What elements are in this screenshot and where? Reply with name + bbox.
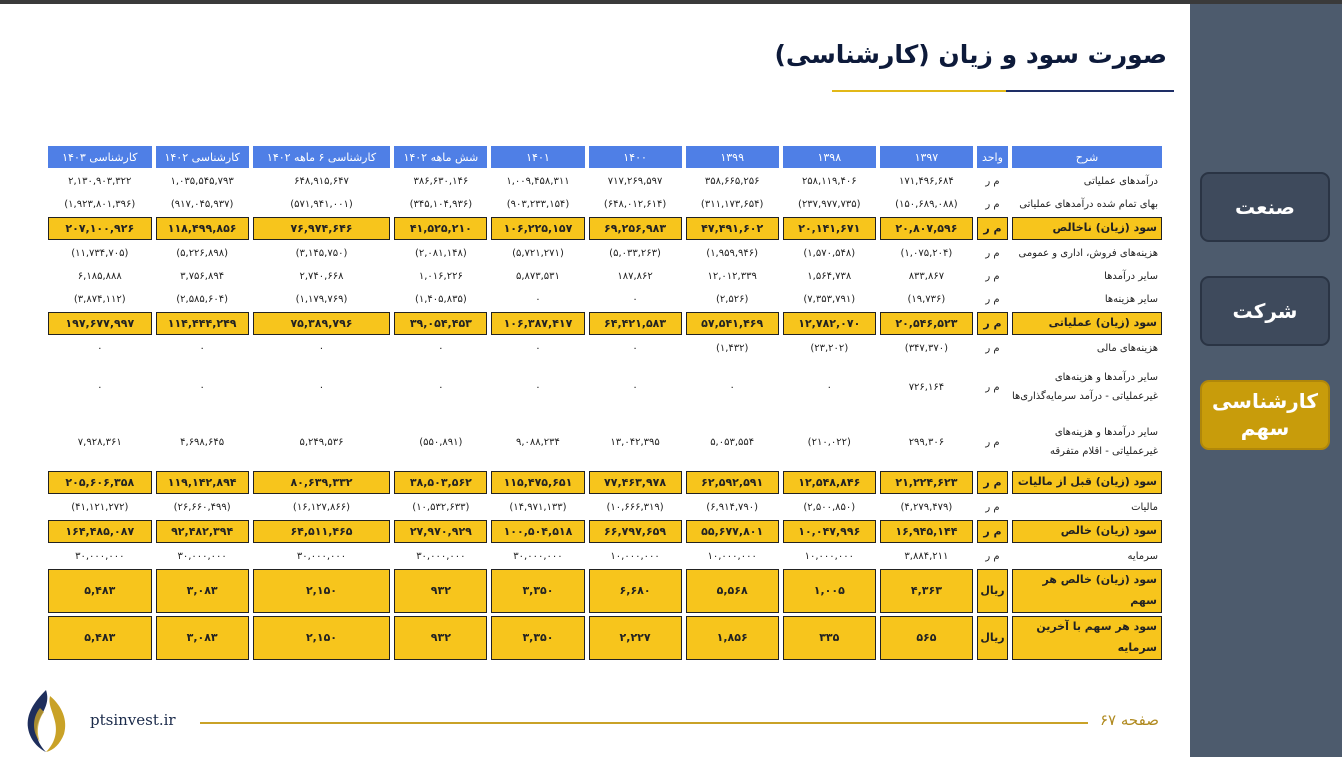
value-cell: (۶,۹۱۴,۷۹۰) [706,501,759,513]
value-cell: (۱۵۰,۶۸۹,۰۸۸) [895,198,958,210]
value-cell: ۱۲,۰۱۲,۳۳۹ [707,270,757,282]
value-cell: ۰ [438,342,444,354]
row-unit: م ر [985,501,1000,513]
value-cell: ۲۷,۹۷۰,۹۲۹ [394,520,487,543]
row-unit: م ر [977,520,1008,543]
value-cell: ۱۰۶,۲۲۵,۱۵۷ [491,217,584,240]
value-cell: ۱,۰۰۹,۴۵۸,۳۱۱ [506,175,570,187]
header-cell: کارشناسی ۶ ماهه ۱۴۰۲ [253,146,391,168]
value-cell: ۳,۳۵۰ [491,616,584,660]
value-cell: (۱,۹۲۳,۸۰۱,۳۹۶) [64,198,136,210]
value-cell: (۱,۱۷۹,۷۶۹) [295,293,348,305]
value-cell: ۵,۰۵۳,۵۵۴ [710,436,755,448]
value-cell: ۲۰,۵۴۶,۵۲۳ [880,312,973,335]
value-cell: ۰ [535,381,541,393]
value-cell: ۰ [535,342,541,354]
row-unit: م ر [977,217,1008,240]
value-cell: ۷۶,۹۷۴,۶۴۶ [253,217,391,240]
value-cell: (۳۱۱,۱۷۳,۶۵۴) [700,198,764,210]
value-cell: (۲,۰۸۱,۱۴۸) [414,247,467,259]
value-cell: ۱۲,۵۴۸,۸۴۶ [783,471,876,494]
value-cell: ۰ [535,293,541,305]
header-cell: ۱۴۰۱ [491,146,584,168]
value-cell: ۲,۱۳۰,۹۰۳,۳۲۲ [68,175,132,187]
value-cell: ۵,۲۴۹,۵۳۶ [299,436,344,448]
value-cell: ۰ [729,381,735,393]
nav-stock-valuation-button[interactable]: کارشناسی سهم [1200,380,1330,450]
value-cell: ۰ [826,381,832,393]
value-cell: ۱۱۹,۱۴۲,۸۹۴ [156,471,249,494]
value-cell: ۳۰,۰۰۰,۰۰۰ [513,550,563,562]
value-cell: ۲۰۷,۱۰۰,۹۲۶ [48,217,152,240]
value-cell: (۳۴۵,۱۰۴,۹۳۶) [409,198,473,210]
value-cell: (۱,۵۷۰,۵۴۸) [803,247,856,259]
nav-industry-button[interactable]: صنعت [1200,172,1330,242]
page-number: صفحه ۶۷ [1100,711,1159,729]
value-cell: ۲۵۸,۱۱۹,۴۰۶ [801,175,857,187]
value-cell: ۲۰,۱۴۱,۶۷۱ [783,217,876,240]
value-cell: ۱۶۴,۴۸۵,۰۸۷ [48,520,152,543]
value-cell: (۵,۰۳۳,۲۶۳) [609,247,661,259]
value-cell: ۹۳۲ [394,616,487,660]
value-cell: (۵,۲۲۶,۸۹۸) [176,247,229,259]
value-cell: ۳۰,۰۰۰,۰۰۰ [177,550,227,562]
table-row [48,312,1162,335]
value-cell: ۳۵۸,۶۶۵,۲۵۶ [704,175,760,187]
value-cell: ۷۲۶,۱۶۴ [908,381,945,393]
value-cell: ۵۷,۵۴۱,۴۶۹ [686,312,779,335]
value-cell: (۱۱,۷۳۴,۷۰۵) [71,247,129,259]
value-cell: ۳۸۶,۶۳۰,۱۴۶ [413,175,469,187]
value-cell: (۵,۷۲۱,۲۷۱) [512,247,564,259]
value-cell: ۵۵,۶۷۷,۸۰۱ [686,520,779,543]
value-cell: ۷۱۷,۲۶۹,۵۹۷ [607,175,663,187]
value-cell: (۲۱۰,۰۲۲) [807,436,851,448]
row-label: سود (زیان) عملیاتی [1012,312,1162,335]
value-cell: ۲۹۹,۳۰۶ [908,436,945,448]
value-cell: ۲,۷۴۰,۶۶۸ [299,270,344,282]
table-row [48,194,1162,214]
value-cell: (۹۰۳,۲۳۳,۱۵۴) [506,198,570,210]
page-title: صورت سود و زیان (کارشناسی) [774,40,1167,69]
table-row [48,497,1162,517]
value-cell: ۶۴۸,۹۱۵,۶۴۷ [294,175,349,187]
value-cell: ۰ [318,342,325,354]
row-label: بهای تمام شده درآمدهای عملیاتی [1019,198,1158,210]
value-cell: ۱۰,۰۰۰,۰۰۰ [707,550,757,562]
table-row [48,471,1162,494]
value-cell: ۸۳۳,۸۶۷ [908,270,945,282]
value-cell: (۷,۳۵۳,۷۹۱) [803,293,856,305]
header-cell: ۱۳۹۷ [880,146,973,168]
value-cell: ۰ [318,381,325,393]
value-cell: ۶۴,۴۲۱,۵۸۳ [589,312,682,335]
value-cell: ۱۱۵,۴۷۵,۶۵۱ [491,471,584,494]
value-cell: ۳,۷۵۶,۸۹۴ [180,270,225,282]
value-cell: ۶,۱۸۵,۸۸۸ [77,270,122,282]
row-label: سود (زیان) ناخالص [1012,217,1162,240]
value-cell: ۲,۱۵۰ [253,616,391,660]
table-row [48,520,1162,543]
value-cell: ۴,۶۹۸,۶۴۵ [180,436,225,448]
value-cell: ۳۰,۰۰۰,۰۰۰ [296,550,347,562]
value-cell: (۱۹,۷۳۶) [907,293,946,305]
value-cell: ۰ [97,381,103,393]
header-cell: ۱۳۹۹ [686,146,779,168]
top-border [0,0,1342,4]
row-label: سود (زیان) قبل از مالیات [1012,471,1162,494]
table-row [48,217,1162,240]
value-cell: (۱,۰۷۵,۲۰۴) [900,247,953,259]
value-cell: ۱,۰۰۵ [783,569,876,613]
value-cell: ۱۳,۰۴۲,۳۹۵ [610,436,660,448]
value-cell: (۳,۱۴۵,۷۵۰) [295,247,348,259]
value-cell: ۶۶,۷۹۷,۶۵۹ [589,520,682,543]
table-row [48,338,1162,358]
value-cell: ۲,۱۵۰ [253,569,391,613]
value-cell: ۰ [97,342,103,354]
value-cell: ۳,۳۵۰ [491,569,584,613]
table-row [48,243,1162,263]
value-cell: ۳,۰۸۳ [156,616,249,660]
value-cell: ۵۶۵ [880,616,973,660]
table-row [48,266,1162,286]
value-cell: ۱۰,۰۰۰,۰۰۰ [804,550,854,562]
value-cell: ۳۹,۰۵۴,۴۵۳ [394,312,487,335]
table-row [48,616,1162,660]
row-unit: م ر [985,342,1000,354]
value-cell: ۱,۸۵۶ [686,616,779,660]
value-cell: (۲۳,۲۰۲) [810,342,849,354]
header-cell: ۱۴۰۰ [589,146,682,168]
row-label: سود (زیان) خالص [1012,520,1162,543]
profit-loss-table [44,143,1166,663]
value-cell: (۴,۲۷۹,۴۷۹) [900,501,953,513]
value-cell: ۶۲,۵۹۲,۵۹۱ [686,471,779,494]
row-label: سایر درآمدها و هزینه‌های غیرعملیاتی - اقلام متفرقه [1050,427,1158,457]
table-row [48,171,1162,191]
row-label: هزینه‌های فروش، اداری و عمومی [1018,247,1158,259]
value-cell: (۵۵۰,۸۹۱) [419,436,463,448]
value-cell: ۹۳۲ [394,569,487,613]
value-cell: ۱۰۶,۳۸۷,۴۱۷ [491,312,584,335]
value-cell: ۲۱,۲۲۴,۶۲۳ [880,471,973,494]
value-cell: ۷,۹۲۸,۳۶۱ [77,436,122,448]
value-cell: ۰ [438,381,444,393]
header-cell: کارشناسی ۱۴۰۲ [156,146,249,168]
table-row [48,289,1162,309]
value-cell: (۲,۵۸۵,۶۰۴) [176,293,229,305]
table-row [48,546,1162,566]
title-underline-navy [1006,90,1174,92]
website-link[interactable]: ptsinvest.ir [90,711,176,729]
value-cell: (۱,۴۰۵,۸۳۵) [414,293,467,305]
table-row [48,569,1162,613]
header-cell: ۱۳۹۸ [783,146,876,168]
value-cell: ۱۷۱,۴۹۶,۶۸۴ [899,175,954,187]
value-cell: (۲,۵۲۶) [715,293,749,305]
value-cell: ۱۱۴,۴۴۴,۲۴۹ [156,312,249,335]
row-label: هزینه‌های مالی [1096,342,1158,354]
value-cell: ۵,۵۶۸ [686,569,779,613]
value-cell: ۳,۸۸۴,۲۱۱ [904,550,949,562]
header-cell: شرح [1012,146,1162,168]
row-unit: م ر [985,381,1000,393]
value-cell: ۳۰,۰۰۰,۰۰۰ [416,550,466,562]
value-cell: (۱,۴۳۲) [715,342,749,354]
value-cell: (۴۱,۱۲۱,۲۷۲) [71,501,129,513]
value-cell: ۸۰,۶۳۹,۳۳۲ [253,471,391,494]
value-cell: ۴۷,۴۹۱,۶۰۲ [686,217,779,240]
value-cell: (۱۰,۶۶۶,۳۱۹) [606,501,664,513]
row-unit: م ر [985,436,1000,448]
value-cell: (۱۶,۱۲۷,۸۶۶) [292,501,351,513]
value-cell: ۱۰,۰۰۰,۰۰۰ [610,550,660,562]
value-cell: (۳۴۷,۳۷۰) [904,342,948,354]
value-cell: ۰ [199,381,205,393]
value-cell: ۱۹۷,۶۷۷,۹۹۷ [48,312,152,335]
value-cell: (۵۷۱,۹۴۱,۰۰۱) [290,198,353,210]
value-cell: (۲,۵۰۰,۸۵۰) [803,501,856,513]
value-cell: ۰ [632,293,638,305]
table-row [48,361,1162,413]
row-label: سرمایه [1127,550,1158,562]
row-unit: م ر [985,293,1000,305]
value-cell: ۵,۴۸۳ [48,569,152,613]
value-cell: ۱,۰۱۶,۲۲۶ [418,270,463,282]
row-unit: م ر [985,550,1000,562]
value-cell: ۰ [632,342,638,354]
value-cell: ۰ [199,342,205,354]
row-label: درآمدهای عملیاتی [1083,175,1158,187]
value-cell: (۲۳۷,۹۷۷,۷۳۵) [798,198,861,210]
value-cell: ۳,۰۸۳ [156,569,249,613]
value-cell: ۱۶,۹۴۵,۱۴۴ [880,520,973,543]
value-cell: ۱۰۰,۵۰۴,۵۱۸ [491,520,584,543]
value-cell: (۱,۹۵۹,۹۴۶) [706,247,759,259]
value-cell: ۶۴,۵۱۱,۴۶۵ [253,520,391,543]
value-cell: (۶۴۸,۰۱۲,۶۱۴) [603,198,667,210]
value-cell: ۹۲,۴۸۲,۳۹۴ [156,520,249,543]
value-cell: (۱۰,۵۳۲,۶۳۳) [412,501,470,513]
value-cell: ۵,۴۸۳ [48,616,152,660]
value-cell: ۱,۰۳۵,۵۴۵,۷۹۳ [170,175,234,187]
value-cell: ۴,۳۶۳ [880,569,973,613]
company-logo [16,688,76,754]
value-cell: ۵,۸۷۳,۵۳۱ [515,270,560,282]
title-underline-gold [832,90,1006,92]
footer-divider [200,722,1088,724]
row-label: سود (زیان) خالص هر سهم [1012,569,1162,613]
value-cell: ۷۵,۳۸۹,۷۹۶ [253,312,391,335]
value-cell: (۲۶,۶۶۰,۴۹۹) [173,501,231,513]
value-cell: (۳,۸۷۴,۱۱۲) [73,293,126,305]
value-cell: ۳۰,۰۰۰,۰۰۰ [75,550,125,562]
value-cell: ۱۸۷,۸۶۲ [617,270,653,282]
nav-company-button[interactable]: شرکت [1200,276,1330,346]
value-cell: ۲,۲۲۷ [589,616,682,660]
header-cell: شش ماهه ۱۴۰۲ [394,146,487,168]
value-cell: ۲۰,۸۰۷,۵۹۶ [880,217,973,240]
row-unit: م ر [977,471,1008,494]
row-unit: م ر [985,175,1000,187]
row-label: سود هر سهم با آخرین سرمایه [1012,616,1162,660]
row-unit: ریال [977,616,1008,660]
header-cell: واحد [977,146,1008,168]
value-cell: ۳۸,۵۰۳,۵۶۲ [394,471,487,494]
value-cell: ۷۷,۴۶۳,۹۷۸ [589,471,682,494]
value-cell: (۹۱۷,۰۴۵,۹۳۷) [170,198,234,210]
value-cell: ۱۰,۰۴۷,۹۹۶ [783,520,876,543]
value-cell: (۱۴,۹۷۱,۱۳۳) [509,501,567,513]
value-cell: ۶,۶۸۰ [589,569,682,613]
value-cell: ۱۲,۷۸۲,۰۷۰ [783,312,876,335]
value-cell: ۹,۰۸۸,۲۳۴ [515,436,560,448]
value-cell: ۴۱,۵۲۵,۲۱۰ [394,217,487,240]
table-header-row [48,146,1162,168]
row-label: مالیات [1131,501,1158,513]
row-unit: م ر [977,312,1008,335]
value-cell: ۲۰۵,۶۰۶,۳۵۸ [48,471,152,494]
header-cell: کارشناسی ۱۴۰۳ [48,146,152,168]
value-cell: ۱,۵۶۴,۷۳۸ [807,270,852,282]
row-unit: م ر [985,270,1000,282]
row-label: سایر هزینه‌ها [1104,293,1158,305]
value-cell: ۱۱۸,۴۹۹,۸۵۶ [156,217,249,240]
value-cell: ۳۳۵ [783,616,876,660]
row-unit: م ر [985,198,1000,210]
value-cell: ۶۹,۲۵۶,۹۸۳ [589,217,682,240]
table-row [48,416,1162,468]
row-label: سایر درآمدها [1104,270,1158,282]
value-cell: ۰ [632,381,638,393]
row-label: سایر درآمدها و هزینه‌های غیرعملیاتی - درآمد سرمایه‌گذاری‌ها [1011,372,1158,402]
row-unit: م ر [985,247,1000,259]
row-unit: ریال [977,569,1008,613]
